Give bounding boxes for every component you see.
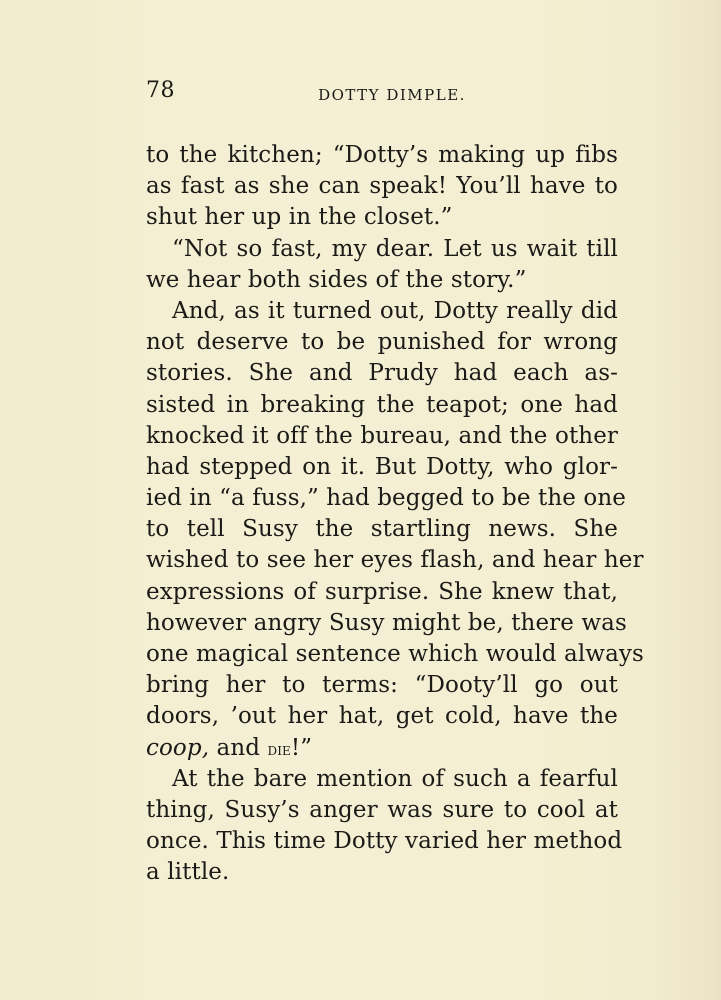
running-head: DOTTY DIMPLE. [318,86,466,104]
text-line: “Not so fast, my dear. Let us wait till [172,235,618,262]
text-span: and [209,734,268,761]
text-line: knocked it off the bureau, and the other [146,422,618,449]
text-line: one magical sentence which would always [146,641,644,667]
body-text [146,140,644,889]
page-number: 78 [146,78,175,103]
text-line [146,733,618,764]
text-line: we hear both sides of the story.” [146,266,527,293]
text-line: once. This time Dotty varied her method [146,828,623,855]
text-line: shut her up in the closet.” [146,204,453,231]
italic-word: coop, [146,734,210,761]
text-line: stories. She and Prudy had each as- [146,360,618,387]
text-line: ied in “a fuss,” had begged to be the one [146,485,626,512]
text-line: expressions of surprise. She knew that, [146,578,618,605]
text-line: doors, ’out her hat, get cold, have the [146,703,618,730]
text-span: !” [290,734,313,761]
text-line: as fast as she can speak! You’ll have to [146,173,618,200]
text-line: thing, Susy’s anger was sure to cool at [146,796,618,823]
text-line: to tell Susy the startling news. She [146,516,618,543]
small-caps-word: die [267,739,291,760]
text-line: a little. [146,859,230,886]
text-line: however angry Susy might be, there was [146,609,627,636]
text-line: not deserve to be punished for wrong [146,329,618,356]
text-line: to the kitchen; “Dotty’s making up fibs [146,142,618,168]
text-line: At the bare mention of such a fearful [172,765,618,792]
text-line: wished to see her eyes flash, and hear her [146,547,644,574]
text-line: bring her to terms: “Dooty’ll go out [146,672,618,699]
text-line: sisted in breaking the teapot; one had [146,391,618,418]
text-line: had stepped on it. But Dotty, who glor- [146,453,618,480]
text-line: And, as it turned out, Dotty really did [172,297,618,324]
